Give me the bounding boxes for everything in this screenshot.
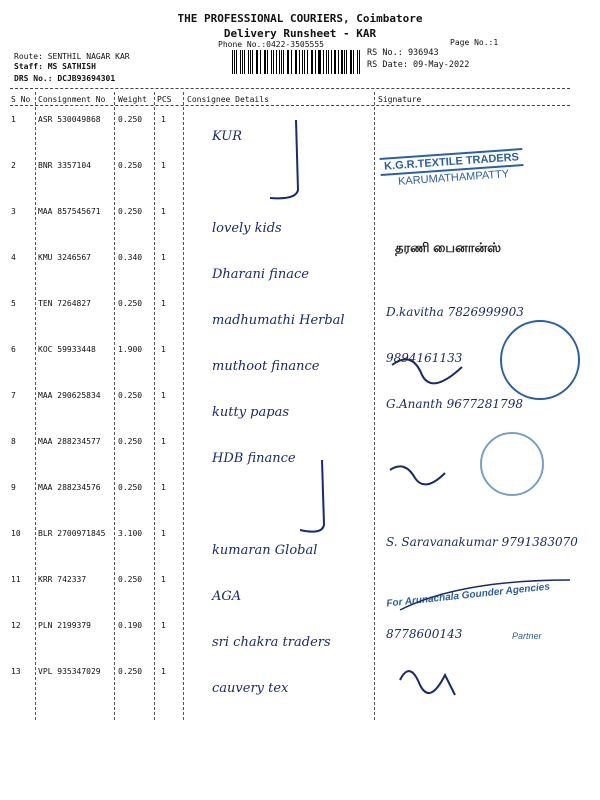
col-consignee: Consignee Details xyxy=(187,95,269,104)
row-consignee: KUR xyxy=(212,129,242,144)
aga-stamp: For Arunachala Gounder Agencies xyxy=(385,581,551,610)
row-weight: 0.250 xyxy=(118,299,143,308)
col-consignment: Consignment No xyxy=(38,95,106,104)
row-signature: 8778600143 xyxy=(386,627,463,641)
row-pcs: 1 xyxy=(161,115,166,124)
row-weight: 0.250 xyxy=(118,483,143,492)
row-consignee: sri chakra traders xyxy=(212,635,331,650)
phone-number: Phone No.:0422-3505555 xyxy=(218,40,324,49)
page-number: Page No.:1 xyxy=(450,38,499,47)
row-sno: 5 xyxy=(11,299,16,308)
row-consignment: BLR 2700971845 xyxy=(38,529,106,538)
row-pcs: 1 xyxy=(161,483,166,492)
col-signature: Signature xyxy=(378,95,422,104)
row-consignment: VPL 935347029 xyxy=(38,667,101,676)
partner-stamp: Partner xyxy=(512,631,542,641)
row-consignment: MAA 857545671 xyxy=(38,207,101,216)
row-signature: D.kavitha 7826999903 xyxy=(386,305,524,319)
row-sno: 7 xyxy=(11,391,16,400)
row-consignment: TEN 7264827 xyxy=(38,299,91,308)
row-weight: 0.250 xyxy=(118,575,143,584)
row-pcs: 1 xyxy=(161,253,166,262)
row-sno: 10 xyxy=(11,529,21,538)
row-pcs: 1 xyxy=(161,621,166,630)
row-weight: 3.100 xyxy=(118,529,143,538)
row-sno: 1 xyxy=(11,115,16,124)
row-signature: 9894161133 xyxy=(386,351,463,365)
rs-date: RS Date: 09-May-2022 xyxy=(367,60,470,70)
row-consignee: muthoot finance xyxy=(212,359,320,374)
row-consignee: cauvery tex xyxy=(212,681,289,696)
row-weight: 0.250 xyxy=(118,437,143,446)
row-weight: 0.190 xyxy=(118,621,143,630)
staff: Staff: MS SATHISH xyxy=(14,62,96,71)
row-consignment: KMU 3246567 xyxy=(38,253,91,262)
row-sno: 6 xyxy=(11,345,16,354)
row-consignee: Dharani finace xyxy=(212,267,309,282)
kgr-stamp-place: KARUMATHAMPATTY xyxy=(397,168,510,188)
col-sno: S No xyxy=(11,95,31,104)
row-consignee: madhumathi Herbal xyxy=(212,313,345,328)
row-consignment: KOC 59933448 xyxy=(38,345,96,354)
row-sno: 3 xyxy=(11,207,16,216)
row-consignee: lovely kids xyxy=(212,221,282,236)
row-sno: 12 xyxy=(11,621,21,630)
row-pcs: 1 xyxy=(161,161,166,170)
row-consignment: KRR 742337 xyxy=(38,575,87,584)
row-signature: G.Ananth 9677281798 xyxy=(386,397,523,411)
row-consignee: kutty papas xyxy=(212,405,289,420)
row-sno: 11 xyxy=(11,575,21,584)
row-pcs: 1 xyxy=(161,437,166,446)
rs-number: RS No.: 936943 xyxy=(367,48,439,58)
runsheet-title: Delivery Runsheet - KAR xyxy=(223,27,377,40)
row-weight: 0.340 xyxy=(118,253,143,262)
tamil-stamp: தரணி பைனான்ஸ் xyxy=(395,240,502,255)
row-pcs: 1 xyxy=(161,391,166,400)
row-weight: 0.250 xyxy=(118,161,143,170)
row-consignee: HDB finance xyxy=(212,451,296,466)
drs-number: DRS No.: DCJB93694301 xyxy=(14,74,116,83)
col-weight: Weight xyxy=(118,95,147,104)
row-consignment: MAA 288234576 xyxy=(38,483,101,492)
row-pcs: 1 xyxy=(161,299,166,308)
row-weight: 0.250 xyxy=(118,115,143,124)
row-pcs: 1 xyxy=(161,667,166,676)
row-sno: 2 xyxy=(11,161,16,170)
col-pcs: PCS xyxy=(157,95,172,104)
row-consignment: MAA 288234577 xyxy=(38,437,101,446)
row-weight: 0.250 xyxy=(118,667,143,676)
row-weight: 1.900 xyxy=(118,345,143,354)
row-consignment: PLN 2199379 xyxy=(38,621,91,630)
row-consignment: ASR 530049868 xyxy=(38,115,101,124)
row-pcs: 1 xyxy=(161,575,166,584)
row-pcs: 1 xyxy=(161,529,166,538)
row-sno: 13 xyxy=(11,667,21,676)
row-pcs: 1 xyxy=(161,207,166,216)
company-title: THE PROFESSIONAL COURIERS, Coimbatore xyxy=(177,12,423,25)
row-pcs: 1 xyxy=(161,345,166,354)
row-weight: 0.250 xyxy=(118,391,143,400)
kgr-stamp: K.G.R.TEXTILE TRADERS xyxy=(380,148,524,176)
row-consignee: AGA xyxy=(212,589,242,604)
route: Route: SENTHIL NAGAR KAR xyxy=(14,52,130,61)
row-consignee: kumaran Global xyxy=(212,543,318,558)
row-sno: 8 xyxy=(11,437,16,446)
row-consignment: BNR 3357104 xyxy=(38,161,91,170)
row-weight: 0.250 xyxy=(118,207,143,216)
row-sno: 9 xyxy=(11,483,16,492)
row-sno: 4 xyxy=(11,253,16,262)
row-consignment: MAA 290625834 xyxy=(38,391,101,400)
row-signature: S. Saravanakumar 9791383070 xyxy=(386,535,578,549)
